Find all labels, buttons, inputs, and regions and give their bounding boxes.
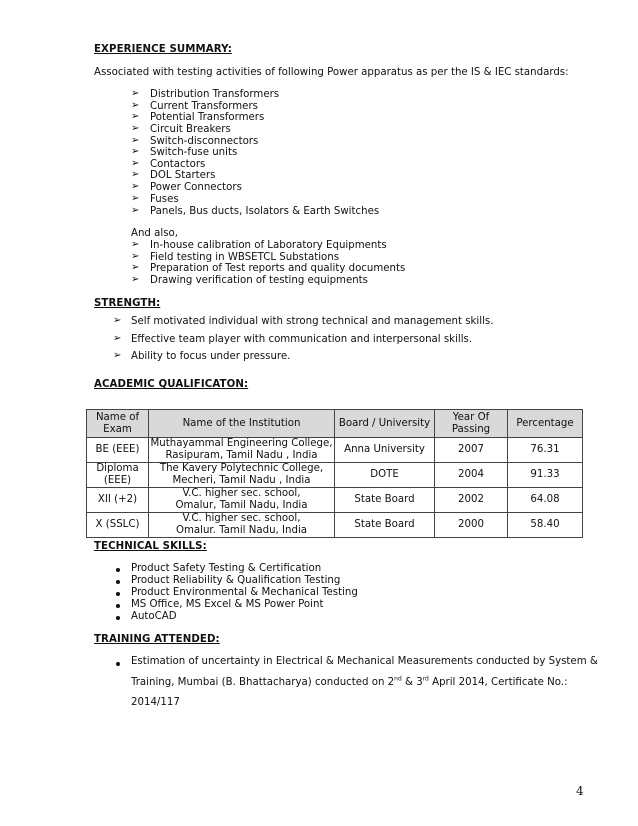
- cell-year: 2000: [435, 513, 508, 538]
- page-number: 4: [576, 784, 584, 798]
- experience-intro: Associated with testing activities of following Power apparatus as per the IS & IEC standards:: [94, 67, 569, 78]
- arrow-bullet-icon: ➢: [131, 274, 140, 285]
- list-item: Field testing in WBSETCL Substations: [150, 252, 340, 263]
- also-label: And also,: [131, 228, 178, 239]
- list-item: Circuit Breakers: [150, 124, 231, 135]
- header-exam: Name of Exam: [87, 410, 149, 438]
- academic-heading: ACADEMIC QUALIFICATON:: [94, 379, 249, 390]
- table-row: [87, 463, 583, 488]
- arrow-bullet-icon: ➢: [131, 123, 140, 134]
- bullet-dot-icon: [116, 604, 120, 608]
- list-item: AutoCAD: [131, 611, 177, 622]
- cell-exam: Diploma (EEE): [87, 463, 149, 488]
- cell-percentage: 58.40: [508, 513, 583, 538]
- arrow-bullet-icon: ➢: [131, 158, 140, 169]
- arrow-bullet-icon: ➢: [131, 239, 140, 250]
- cell-board: State Board: [335, 513, 435, 538]
- bullet-dot-icon: [116, 568, 120, 572]
- list-item: Self motivated individual with strong technical and management skills.: [131, 316, 494, 327]
- bullet-dot-icon: [116, 592, 120, 596]
- table-row: [87, 488, 583, 513]
- arrow-bullet-icon: ➢: [131, 262, 140, 273]
- bullet-dot-icon: [116, 662, 120, 666]
- list-item: Product Safety Testing & Certification: [131, 563, 322, 574]
- cell-exam: X (SSLC): [87, 513, 149, 538]
- bullet-dot-icon: [116, 580, 120, 584]
- list-item: Switch-fuse units: [150, 147, 238, 158]
- cell-exam: BE (EEE): [87, 438, 149, 463]
- arrow-bullet-icon: ➢: [131, 111, 140, 122]
- list-item: Switch-disconnectors: [150, 136, 259, 147]
- technical-heading: TECHNICAL SKILLS:: [94, 541, 207, 552]
- header-institution: Name of the Institution: [149, 410, 335, 438]
- list-item: Product Environmental & Mechanical Testing: [131, 587, 358, 598]
- list-item: Contactors: [150, 159, 206, 170]
- arrow-bullet-icon: ➢: [113, 333, 122, 344]
- list-item: DOL Starters: [150, 170, 216, 181]
- arrow-bullet-icon: ➢: [131, 251, 140, 262]
- cell-institution: V.C. higher sec. school, Omalur. Tamil Nadu, India: [149, 513, 335, 538]
- list-item: In-house calibration of Laboratory Equipments: [150, 240, 387, 251]
- cell-board: DOTE: [335, 463, 435, 488]
- table-row: [87, 513, 583, 538]
- table-header-row: [87, 410, 583, 438]
- cell-board: Anna University: [335, 438, 435, 463]
- table-row: [87, 438, 583, 463]
- list-item: Fuses: [150, 194, 179, 205]
- cell-institution: The Kavery Polytechnic College, Mecheri, Tamil Nadu , India: [149, 463, 335, 488]
- list-item: Potential Transformers: [150, 112, 265, 123]
- list-item: Panels, Bus ducts, Isolators & Earth Switches: [150, 206, 380, 217]
- list-item: Drawing verification of testing equipments: [150, 275, 368, 286]
- cell-percentage: 91.33: [508, 463, 583, 488]
- cell-institution: V.C. higher sec. school, Omalur, Tamil Nadu, India: [149, 488, 335, 513]
- strength-heading: STRENGTH:: [94, 298, 161, 309]
- list-item: Distribution Transformers: [150, 89, 280, 100]
- academic-table: [86, 409, 583, 538]
- training-line-2: Training, Mumbai (B. Bhattacharya) conducted on 2nd & 3rd April 2014, Certificate No.:: [131, 675, 568, 688]
- list-item: Product Reliability & Qualification Testing: [131, 575, 341, 586]
- cell-percentage: 64.08: [508, 488, 583, 513]
- list-item: Power Connectors: [150, 182, 242, 193]
- experience-heading: EXPERIENCE SUMMARY:: [94, 44, 232, 55]
- cell-year: 2007: [435, 438, 508, 463]
- arrow-bullet-icon: ➢: [131, 100, 140, 111]
- list-item: Effective team player with communication and interpersonal skills.: [131, 334, 473, 345]
- cell-year: 2004: [435, 463, 508, 488]
- list-item: Preparation of Test reports and quality documents: [150, 263, 406, 274]
- header-percentage: Percentage: [508, 410, 583, 438]
- cell-exam: XII (+2): [87, 488, 149, 513]
- training-line-1: Estimation of uncertainty in Electrical & Mechanical Measurements conducted by System &: [131, 656, 598, 667]
- arrow-bullet-icon: ➢: [131, 169, 140, 180]
- header-year: Year Of Passing: [435, 410, 508, 438]
- cell-year: 2002: [435, 488, 508, 513]
- arrow-bullet-icon: ➢: [131, 193, 140, 204]
- cell-percentage: 76.31: [508, 438, 583, 463]
- arrow-bullet-icon: ➢: [131, 146, 140, 157]
- list-item: Current Transformers: [150, 101, 258, 112]
- arrow-bullet-icon: ➢: [131, 88, 140, 99]
- list-item: Ability to focus under pressure.: [131, 351, 291, 362]
- cell-board: State Board: [335, 488, 435, 513]
- arrow-bullet-icon: ➢: [113, 350, 122, 361]
- bullet-dot-icon: [116, 616, 120, 620]
- cell-institution: Muthayammal Engineering College, Rasipuram, Tamil Nadu , India: [149, 438, 335, 463]
- list-item: MS Office, MS Excel & MS Power Point: [131, 599, 324, 610]
- header-board: Board / University: [335, 410, 435, 438]
- arrow-bullet-icon: ➢: [131, 181, 140, 192]
- arrow-bullet-icon: ➢: [131, 135, 140, 146]
- training-line-3: 2014/117: [131, 697, 180, 708]
- arrow-bullet-icon: ➢: [131, 205, 140, 216]
- arrow-bullet-icon: ➢: [113, 315, 122, 326]
- training-heading: TRAINING ATTENDED:: [94, 634, 220, 645]
